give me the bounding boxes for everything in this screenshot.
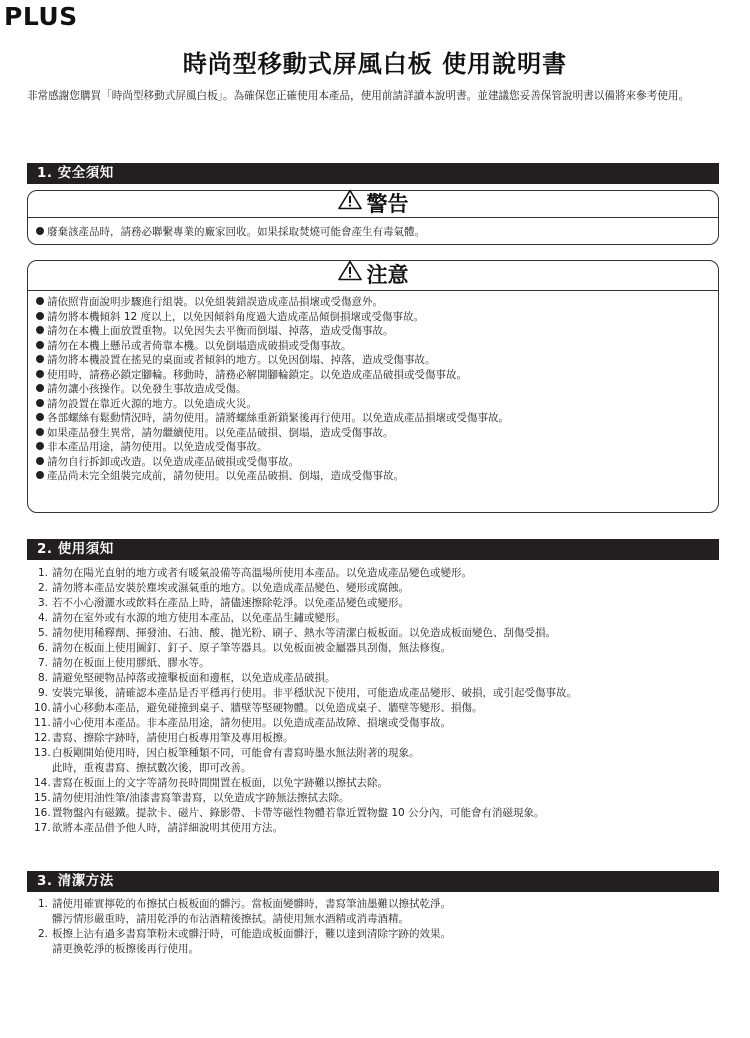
- bullet-icon: [36, 326, 44, 334]
- usage-list: [34, 566, 724, 836]
- list-item: 請勿設置在靠近火源的地方。以免造成火災。: [36, 397, 710, 412]
- intro-paragraph: 非常感謝您購買「時尚型移動式屏風白板」。為確保您正確使用本產品，使用前請詳讀本說明書。並建議您妥善保管說明書以備將來參考使用。: [27, 90, 690, 102]
- warning-title-row: [28, 191, 718, 218]
- bullet-icon: [36, 457, 44, 465]
- list-item: 8. 請避免堅硬物品掉落或撞擊板面和邊框，以免造成產品破損。: [37, 672, 336, 684]
- list-item: 4. 請勿在室外或有水源的地方使用本產品，以免產品生鏽或變形。: [37, 612, 346, 624]
- list-item: 7. 請勿在板面上使用膠紙、膠水等。: [37, 657, 210, 669]
- bullet-icon: [36, 413, 44, 421]
- list-item: 9. 安裝完畢後，請確認本產品是否平穩再行使用。非平穩狀況下使用，可能造成產品變形、破損，或引起受傷事故。: [37, 687, 577, 699]
- list-item: 產品尚未完全組裝完成前，請勿使用。以免產品破損、倒塌，造成受傷事故。: [36, 469, 710, 484]
- list-item: 使用時，請務必鎖定腳輪。移動時，請務必解開腳輪鎖定。以免造成產品破損或受傷事故。: [36, 368, 710, 383]
- document-title: 時尚型移動式屏風白板 使用說明書: [182, 50, 568, 78]
- bullet-icon: [36, 341, 44, 349]
- bullet-icon: [36, 370, 44, 378]
- caution-divider: [28, 290, 718, 291]
- list-item: 請勿讓小孩操作。以免發生事故造成受傷。: [36, 382, 710, 397]
- warning-list: [36, 225, 710, 240]
- list-item: 5. 請勿使用稀釋劑、揮發油、石油、酸、拋光粉、刷子、熱水等清潔白板板面。以免造成板面變色、刮傷受損。: [37, 627, 556, 639]
- bullet-icon: [36, 384, 44, 392]
- list-item: 請勿將本機設置在搖晃的桌面或者傾斜的地方。以免因倒塌、掉落，造成受傷事故。: [36, 353, 710, 368]
- list-item: 請依照背面說明步驟進行組裝。以免組裝錯誤造成產品損壞或受傷意外。: [36, 295, 710, 310]
- caution-list: [36, 295, 710, 484]
- warning-divider: [28, 217, 718, 218]
- list-item: 14. 書寫在板面上的文字等請勿長時間閒置在板面，以免字跡難以擦拭去除。: [34, 777, 388, 789]
- caution-title-row: [28, 261, 718, 290]
- section-heading-cleaning: 3. 清潔方法: [27, 871, 719, 892]
- list-item: 請更換乾淨的板擦後再行使用。: [52, 943, 199, 955]
- list-item: 2. 請勿將本產品安裝於塵埃或濕氣重的地方。以免造成產品變色、變形或腐蝕。: [37, 582, 409, 594]
- bullet-icon: [36, 428, 44, 436]
- list-item: 各部螺絲有鬆動情況時，請勿使用。請將螺絲重新鎖緊後再行使用。以免造成產品損壞或受傷事故。: [36, 411, 710, 426]
- list-item: 請勿自行拆卸或改造。以免造成產品破損或受傷事故。: [36, 455, 710, 470]
- caution-title: 注意: [366, 263, 409, 287]
- warning-title: 警告: [366, 192, 409, 216]
- section-heading-usage: 2. 使用須知: [27, 539, 719, 560]
- list-item: 3. 若不小心潑灑水或飲料在產品上時，請儘速擦除乾淨。以免產品變色或變形。: [37, 597, 409, 609]
- bullet-icon: [36, 399, 44, 407]
- list-item: 非本產品用途，請勿使用。以免造成受傷事故。: [36, 440, 710, 455]
- section-heading-safety: 1. 安全須知: [27, 163, 719, 184]
- list-item: 11. 請小心使用本產品。非本產品用途，請勿使用。以免造成產品故障、損壞或受傷事故。: [34, 717, 451, 729]
- list-item: 此時，重複書寫、擦拭數次後，即可改善。: [52, 762, 252, 774]
- bullet-icon: [36, 312, 44, 320]
- warning-triangle-icon: [338, 260, 362, 289]
- list-item: 1. 請使用確實擰乾的布擦拭白板板面的髒污。當板面變髒時，書寫筆油墨難以擦拭乾淨。: [37, 898, 451, 910]
- brand-logo: PLUS: [4, 2, 78, 31]
- bullet-icon: [36, 297, 44, 305]
- list-item: 請勿在本機上面放置重物。以免因失去平衡而倒塌、掉落，造成受傷事故。: [36, 324, 710, 339]
- list-item: 如果產品發生異常，請勿繼續使用。以免產品破損、倒塌，造成受傷事故。: [36, 426, 710, 441]
- list-item: 13. 白板剛開始使用時，因白板筆種類不同，可能會有書寫時墨水無法附著的現象。: [34, 747, 420, 759]
- bullet-icon: [36, 442, 44, 450]
- list-item: 17. 欲將本產品借予他人時，請詳細說明其使用方法。: [34, 822, 283, 834]
- list-item: 2. 板擦上沾有過多書寫筆粉末或髒汙時，可能造成板面髒汙，難以達到清除字跡的效果。: [37, 928, 451, 940]
- list-item: 10. 請小心移動本產品，避免碰撞到桌子、牆壁等堅硬物體。以免造成桌子、牆壁等變形、損傷。: [34, 702, 483, 714]
- bullet-icon: [36, 227, 44, 235]
- list-item: 請勿將本機傾斜 12 度以上，以免因傾斜角度過大造成產品傾倒損壞或受傷事故。: [36, 310, 710, 325]
- list-item: 15. 請勿使用油性筆/油漆書寫筆書寫，以免造成字跡無法擦拭去除。: [34, 792, 350, 804]
- warning-triangle-icon: [338, 189, 362, 217]
- list-item: 16. 置物盤內有磁鐵。提款卡、磁片、錄影帶、卡帶等磁性物體若靠近置物盤 10 公分內，可能會有消磁現象。: [34, 807, 545, 819]
- warning-box: [27, 190, 719, 245]
- list-item: 廢棄該產品時，請務必聯繫專業的廠家回收。如果採取焚燒可能會產生有毒氣體。: [36, 225, 710, 240]
- caution-box: [27, 260, 719, 513]
- list-item: 1. 請勿在陽光直射的地方或者有暖氣設備等高溫場所使用本產品。以免造成產品變色或變形。: [37, 567, 472, 579]
- list-item: 請勿在本機上懸吊或者倚靠本機。以免倒塌造成破損或受傷事故。: [36, 339, 710, 354]
- bullet-icon: [36, 355, 44, 363]
- cleaning-list: [34, 897, 724, 957]
- list-item: 髒污情形嚴重時，請用乾淨的布沾酒精後擦拭。請使用無水酒精或消毒酒精。: [52, 913, 409, 925]
- bullet-icon: [36, 471, 44, 479]
- list-item: 12. 書寫、擦除字跡時，請使用白板專用筆及專用板擦。: [34, 732, 294, 744]
- list-item: 6. 請勿在板面上使用圖釘、釘子、原子筆等器具。以免板面被金屬器具刮傷，無法修復。: [37, 642, 451, 654]
